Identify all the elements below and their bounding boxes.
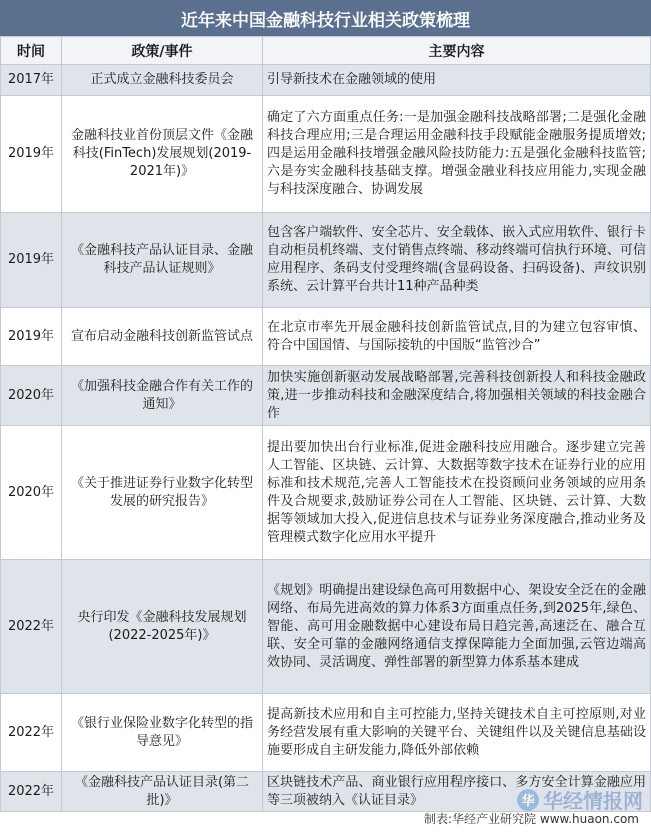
row-policy: 《加强科技金融合作有关工作的通知》 (62, 366, 263, 426)
row-content: 《规划》明确提出建设绿色高可用数据中心、架设安全泛在的金融网络、布局先进高效的算力体系3方面重点任务,到2025年,绿色、智能、高可用金融数据中心建设布局日趋完善,高速泛在、融合互联、安全可靠的金融网络通信支撑保障能力全面加强,云管边端高效协同、灵活调度、弹性部署的新型算力体系基本建成 (263, 560, 651, 694)
table-row (1, 308, 651, 366)
row-policy: 正式成立金融科技委员会 (62, 65, 263, 96)
row-year: 2019年 (1, 96, 62, 213)
row-year: 2017年 (1, 65, 62, 96)
source-note: 制表:华经产业研究院 www.huaon.com (424, 812, 639, 826)
table-row (1, 96, 651, 213)
table-row (1, 426, 651, 560)
row-year: 2020年 (1, 366, 62, 426)
table-row (1, 694, 651, 772)
page-title: 近年来中国金融科技行业相关政策梳理 (0, 0, 651, 36)
row-content: 区块链技术产品、商业银行应用程序接口、多方安全计算金融应用等三项被纳入《认证目录》 (263, 772, 651, 812)
row-content: 在北京市率先开展金融科技创新监管试点,目的为建立包容审慎、符合中国国情、与国际接轨的中国版“监管沙合” (263, 308, 651, 366)
row-year: 2019年 (1, 308, 62, 366)
row-year: 2022年 (1, 694, 62, 772)
row-content: 提出要加快出台行业标准,促进金融科技应用融合。逐步建立完善人工智能、区块链、云计算、大数据等数字技术在证券行业的应用标准和技术规范,完善人工智能技术在投资顾问业务领域的应用条件及合规要求,鼓励证券公司在人工智能、区块链、云计算、大数据等领域加大投入,促进信息技术与证券业务深度融合,推动业务及管理模式数字化应用水平提升 (263, 426, 651, 560)
table-row (1, 65, 651, 96)
row-policy: 《金融科技产品认证目录、金融科技产品认证规则》 (62, 213, 263, 308)
row-year: 2020年 (1, 426, 62, 560)
row-content: 提高新技术应用和自主可控能力,坚持关键技术自主可控原则,对业务经营发展有重大影响的关键平台、关键组件以及关键信息基础设施要形成自主研发能力,降低外部依赖 (263, 694, 651, 772)
header-time: 时间 (1, 37, 62, 65)
table-row (1, 560, 651, 694)
row-content: 加快实施创新驱动发展战略部署,完善科技创新投人和科技金融政策,进一步推动科技和金融深度结合,将加强相关领域的科技金融合作 (263, 366, 651, 426)
row-year: 2019年 (1, 213, 62, 308)
row-policy: 《银行业保险业数字化转型的指导意见》 (62, 694, 263, 772)
table-row (1, 213, 651, 308)
table-header-row (1, 37, 651, 65)
row-year: 2022年 (1, 560, 62, 694)
row-policy: 《金融科技产品认证目录(第二批)》 (62, 772, 263, 812)
row-content: 确定了六方面重点任务:一是加强金融科技战略部署;二是强化金融科技合理应用;三是合理运用金融科技手段赋能金融服务提质增效;四是运用金融科技增强金融风险技防能力:五是强化金融科技监管;六是夯实金融科技基础支撑。增强金融业科技应用能力,实现金融与科技深度融合、协调发展 (263, 96, 651, 213)
policy-table (0, 36, 651, 812)
row-policy: 宣布启动金融科技创新监管试点 (62, 308, 263, 366)
header-policy: 政策/事件 (62, 37, 263, 65)
table-row (1, 366, 651, 426)
row-content: 包含客户端软件、安全芯片、安全载体、嵌入式应用软件、银行卡自动柜员机终端、支付销售点终端、移动终端可信执行环境、可信应用程序、条码支付受理终端(含显码设备、扫码设备)、声纹识别系统、云计算平台共计11种产品种类 (263, 213, 651, 308)
row-content: 引导新技术在金融领域的使用 (263, 65, 651, 96)
row-year: 2022年 (1, 772, 62, 812)
watermark-text: 华经情报网 (543, 789, 643, 813)
header-content: 主要内容 (263, 37, 651, 65)
watermark-logo-icon: 华 (517, 789, 539, 811)
row-policy: 《关于推进证券行业数字化转型发展的研究报告》 (62, 426, 263, 560)
row-policy: 央行印发《金融科技发展规划(2022-2025年)》 (62, 560, 263, 694)
row-policy: 金融科技业首份顶层文件《金融科技(FinTech)发展规划(2019-2021年)》 (62, 96, 263, 213)
